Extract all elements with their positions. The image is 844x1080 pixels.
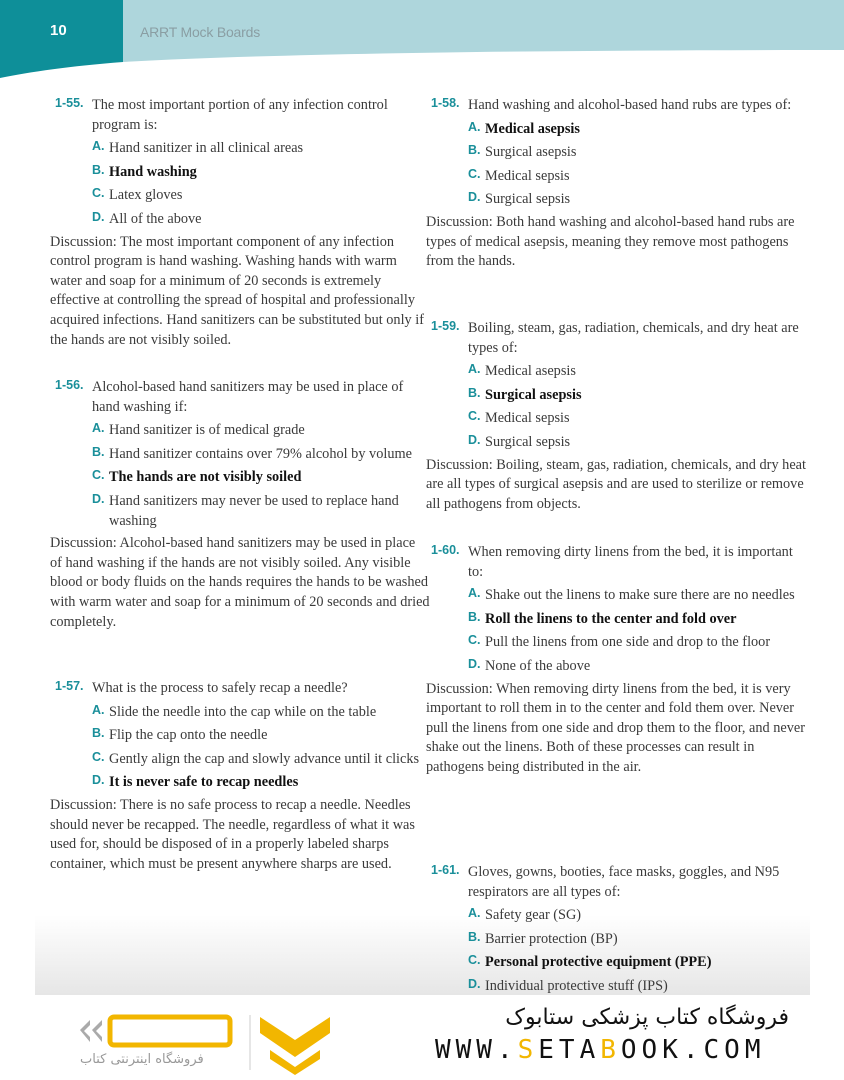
- option-letter: C.: [92, 468, 105, 483]
- option-text: Medical sepsis: [485, 410, 570, 427]
- question-number: 1-57.: [55, 679, 84, 693]
- option-text: Barrier protection (BP): [485, 930, 618, 947]
- option-letter: A.: [92, 702, 105, 717]
- question-block: [50, 378, 430, 632]
- answer-option: [50, 703, 430, 723]
- correct-answer-option: [426, 386, 806, 406]
- option-text: Medical asepsis: [485, 120, 580, 137]
- option-letter: B.: [468, 143, 481, 158]
- option-text: Personal protective equipment (PPE): [485, 954, 712, 971]
- question-text: Gloves, gowns, booties, face masks, goggles, and N95 respirators are all types of:: [468, 864, 780, 900]
- answer-option: [50, 139, 430, 159]
- question-stem: [50, 378, 430, 417]
- option-text: Surgical asepsis: [485, 144, 577, 161]
- option-letter: A.: [468, 906, 481, 921]
- option-text: Individual protective stuff (IPS): [485, 977, 668, 994]
- correct-answer-option: [426, 953, 806, 973]
- discussion-text: Discussion: Boiling, steam, gas, radiation, chemicals, and dry heat are all types of surgical asepsis and are used to sterilize or remove all pathogens from objects.: [426, 456, 806, 512]
- option-text: Roll the linens to the center and fold over: [485, 610, 737, 627]
- option-letter: B.: [92, 162, 105, 177]
- question-number: 1-59.: [431, 319, 460, 333]
- answer-option: [50, 421, 430, 441]
- discussion-text: Discussion: Alcohol-based hand sanitizers may be used in place of hand washing if the hands are not visibly soiled. Any visible blood or body fluids on the hands requires the hands to be washed with warm water and soap for a minimum of 20 seconds and dried completely.: [50, 535, 430, 630]
- question-text: The most important portion of any infection control program is:: [92, 97, 388, 133]
- option-text: Medical sepsis: [485, 167, 570, 184]
- option-text: Surgical sepsis: [485, 433, 571, 450]
- answer-option: [426, 190, 806, 210]
- answer-option: [426, 433, 806, 453]
- question-text: What is the process to safely recap a needle?: [92, 680, 348, 696]
- running-title: ARRT Mock Boards: [140, 24, 260, 40]
- answer-option: [50, 492, 430, 531]
- question-block: [50, 679, 430, 874]
- option-text: Hand sanitizers may never be used to replace hand washing: [109, 492, 399, 529]
- question-block: [426, 319, 806, 514]
- question-stem: [50, 679, 430, 699]
- option-letter: D.: [92, 773, 105, 788]
- discussion-text: Discussion: The most important component of any infection control program is hand washing. Washing hands with warm water and soap for a minimum of 20 seconds is extremely effective at controlling the spread of hospital and professionally acquired infections. Hand sanitizers can be substituted but only if the hands are not visibly soiled.: [50, 233, 425, 348]
- option-text: Hand sanitizer is of medical grade: [109, 422, 305, 439]
- answer-option: [426, 143, 806, 163]
- option-letter: B.: [92, 726, 105, 741]
- question-text: When removing dirty linens from the bed, it is important to:: [468, 544, 793, 580]
- option-letter: B.: [468, 385, 481, 400]
- setabook-logo: [70, 995, 370, 1080]
- option-text: Gently align the cap and slowly advance until it clicks: [109, 750, 420, 767]
- correct-answer-option: [50, 468, 430, 488]
- question-stem: [426, 543, 806, 582]
- question-number: 1-58.: [431, 96, 460, 110]
- discussion-text: Discussion: Both hand washing and alcohol-based hand rubs are types of medical asepsis, meaning they remove most pathogens from the hands.: [426, 213, 795, 270]
- option-letter: A.: [92, 421, 105, 436]
- correct-answer-option: [426, 610, 806, 630]
- answer-option: [50, 445, 430, 465]
- correct-answer-option: [50, 773, 430, 793]
- question-text: Boiling, steam, gas, radiation, chemicals, and dry heat are types of:: [468, 320, 799, 356]
- question-text: Alcohol-based hand sanitizers may be used in place of hand washing if:: [92, 379, 404, 415]
- option-text: Medical asepsis: [485, 363, 576, 380]
- answer-option: [50, 186, 430, 206]
- option-letter: C.: [92, 186, 105, 201]
- option-text: None of the above: [485, 657, 591, 674]
- answer-option: [50, 726, 430, 746]
- option-letter: D.: [92, 491, 105, 506]
- discussion-text: Discussion: There is no safe process to recap a needle. Needles should never be recapped. The needle, regardless of what it was used for, should be disposed of in a properly labeled sharps container, which must be present anywhere sharps are used.: [50, 796, 415, 872]
- question-number: 1-61.: [431, 863, 460, 877]
- option-letter: C.: [468, 953, 481, 968]
- option-letter: A.: [468, 362, 481, 377]
- question-stem: [426, 319, 806, 358]
- question-number: 1-55.: [55, 96, 84, 110]
- option-letter: B.: [468, 609, 481, 624]
- option-letter: D.: [468, 976, 481, 991]
- question-block: [426, 543, 806, 778]
- answer-option: [50, 750, 430, 770]
- question-text: Hand washing and alcohol-based hand rubs are types of:: [468, 97, 792, 113]
- question-stem: [426, 863, 806, 902]
- answer-option: [426, 930, 806, 950]
- question-block: [50, 96, 430, 350]
- footer-banner: [0, 995, 844, 1080]
- answer-option: [426, 167, 806, 187]
- store-url: WWW.SETABOOK.COM: [435, 1035, 766, 1065]
- option-text: Hand washing: [109, 163, 197, 180]
- answer-option: [426, 633, 806, 653]
- question-stem: [426, 96, 806, 116]
- option-letter: D.: [468, 190, 481, 205]
- answer-option: [50, 210, 430, 230]
- option-text: Surgical sepsis: [485, 191, 571, 208]
- question-number: 1-56.: [55, 378, 84, 392]
- option-letter: A.: [468, 119, 481, 134]
- option-text: The hands are not visibly soiled: [109, 469, 302, 486]
- question-block: [426, 863, 806, 997]
- answer-option: [426, 977, 806, 997]
- option-letter: C.: [468, 166, 481, 181]
- answer-option: [426, 586, 806, 606]
- option-letter: C.: [468, 409, 481, 424]
- header-band: [0, 0, 844, 80]
- option-text: Safety gear (SG): [485, 907, 582, 924]
- option-text: Flip the cap onto the needle: [109, 727, 268, 744]
- discussion-text: Discussion: When removing dirty linens from the bed, it is very important to roll them in to the center and fold them over. Never pull the linens from one side and drop them to the floor, and never shake out the linens. Both of these processes can result in pathogens being distributed in the air.: [426, 680, 805, 775]
- page-number: 10: [50, 22, 67, 39]
- option-text: It is never safe to recap needles: [109, 774, 299, 791]
- question-number: 1-60.: [431, 543, 460, 557]
- option-text: Surgical asepsis: [485, 386, 582, 403]
- option-letter: B.: [92, 444, 105, 459]
- option-letter: B.: [468, 929, 481, 944]
- option-letter: D.: [468, 656, 481, 671]
- answer-option: [426, 657, 806, 677]
- answer-option: [426, 906, 806, 926]
- option-letter: C.: [468, 633, 481, 648]
- option-letter: A.: [468, 586, 481, 601]
- option-letter: C.: [92, 749, 105, 764]
- answer-option: [426, 362, 806, 382]
- option-text: Hand sanitizer contains over 79% alcohol by volume: [109, 445, 412, 462]
- question-block: [426, 96, 806, 272]
- logo-tagline: فروشگاه اینترنتی کتاب: [80, 1052, 204, 1067]
- option-letter: D.: [468, 432, 481, 447]
- option-letter: A.: [92, 139, 105, 154]
- option-text: Pull the linens from one side and drop to the floor: [485, 634, 771, 651]
- store-name: فروشگاه کتاب پزشکی ستابوک: [505, 1005, 789, 1030]
- correct-answer-option: [426, 120, 806, 140]
- answer-option: [426, 409, 806, 429]
- option-letter: D.: [92, 209, 105, 224]
- option-text: All of the above: [109, 210, 202, 227]
- question-stem: [50, 96, 430, 135]
- option-text: Slide the needle into the cap while on the table: [109, 703, 377, 720]
- option-text: Latex gloves: [109, 187, 183, 204]
- correct-answer-option: [50, 163, 430, 183]
- option-text: Hand sanitizer in all clinical areas: [109, 140, 304, 157]
- option-text: Shake out the linens to make sure there are no needles: [485, 587, 795, 604]
